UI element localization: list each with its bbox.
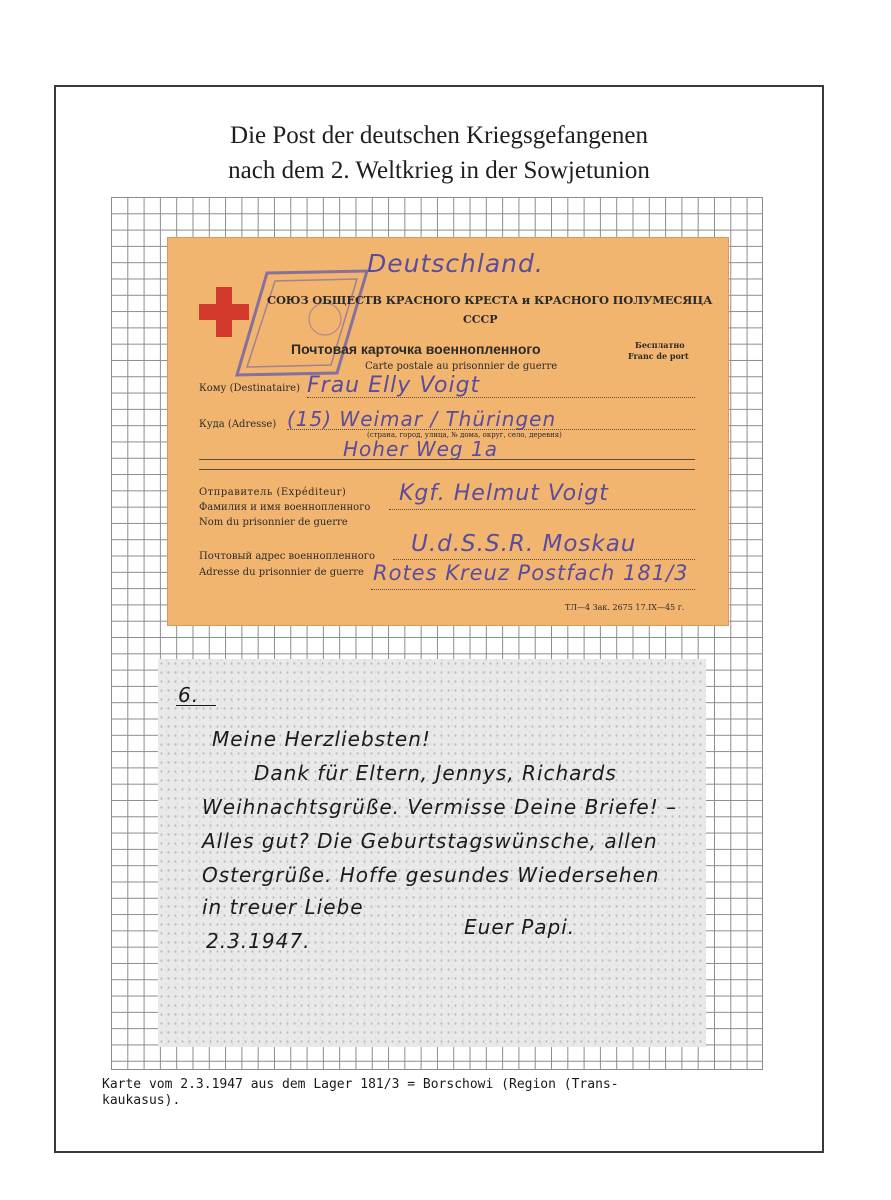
card-title-fr: Carte postale au prisonnier de guerre bbox=[365, 361, 558, 372]
red-crescent-icon bbox=[645, 273, 695, 343]
address-value-1: (15) Weimar / Thüringen bbox=[287, 407, 557, 431]
postal-line-2 bbox=[371, 589, 695, 590]
handwritten-country: Deutschland. bbox=[367, 249, 544, 278]
sender-label-1: Отправитель (Expéditeur) bbox=[199, 487, 347, 498]
pow-postcard bbox=[167, 237, 729, 626]
address-hint: (страна, город, улица, № дома, округ, село, деревня) bbox=[367, 431, 562, 439]
page-title-line-2: nach dem 2. Weltkrieg in der Sowjetunion bbox=[228, 157, 650, 184]
postal-line-1 bbox=[393, 559, 695, 560]
caption-line-1: Karte vom 2.3.1947 aus dem Lager 181/3 = Borschowi (Region (Trans- bbox=[102, 1077, 619, 1092]
caption-line-2: kaukasus). bbox=[102, 1093, 181, 1108]
letter-photocopy bbox=[158, 659, 706, 1047]
postal-value-2: Rotes Kreuz Postfach 181/3 bbox=[373, 561, 689, 585]
to-line bbox=[307, 397, 695, 398]
sender-label-3: Nom du prisonnier de guerre bbox=[199, 517, 348, 528]
address-value-2: Hoher Weg 1a bbox=[343, 437, 498, 461]
address-line-1 bbox=[287, 429, 695, 430]
sender-label-2: Фамилия и имя военнопленного bbox=[199, 502, 371, 513]
org-name: СОЮЗ ОБЩЕСТВ КРАСНОГО КРЕСТА и КРАСНОГО ПОЛУМЕСЯЦА bbox=[267, 293, 713, 307]
to-value: Frau Elly Voigt bbox=[307, 373, 481, 398]
letter-line: Dank für Eltern, Jennys, Richards bbox=[254, 761, 617, 785]
sender-value: Kgf. Helmut Voigt bbox=[399, 481, 609, 506]
postal-label-1: Почтовый адрес военнопленного bbox=[199, 551, 376, 562]
letter-line: in treuer Liebe bbox=[202, 895, 364, 919]
letter-date: 2.3.1947. bbox=[206, 929, 311, 953]
address-line-2 bbox=[199, 459, 695, 460]
page-title-line-1: Die Post der deutschen Kriegsgefangenen bbox=[230, 122, 648, 149]
address-line-3 bbox=[199, 469, 695, 470]
letter-number: 6. bbox=[178, 683, 200, 707]
postal-value-1: U.d.S.S.R. Moskau bbox=[411, 531, 637, 557]
letter-line: Alles gut? Die Geburtstagswünsche, allen bbox=[202, 829, 658, 853]
to-label: Кому (Destinataire) bbox=[199, 383, 300, 394]
letter-number-underline bbox=[176, 705, 216, 706]
address-label: Куда (Adresse) bbox=[199, 419, 277, 430]
postal-label-2: Adresse du prisonnier de guerre bbox=[199, 567, 364, 578]
letter-line: Weihnachtsgrüße. Vermisse Deine Briefe! – bbox=[202, 795, 678, 819]
org-country: СССР bbox=[463, 313, 498, 326]
free-postage-fr: Franc de port bbox=[628, 351, 689, 361]
letter-line: Ostergrüße. Hoffe gesundes Wiedersehen bbox=[202, 863, 660, 887]
card-title-ru: Почтовая карточка военнопленного bbox=[291, 341, 541, 357]
free-postage-ru: Бесплатно bbox=[635, 340, 685, 350]
caption bbox=[102, 1077, 792, 1109]
sender-line bbox=[389, 509, 695, 510]
letter-signature: Euer Papi. bbox=[464, 915, 576, 939]
letter-line: Meine Herzliebsten! bbox=[212, 727, 431, 751]
censor-stamp-icon bbox=[227, 263, 377, 383]
print-code: ТЛ—4 Зак. 2675 17.IX—45 г. bbox=[565, 603, 685, 612]
